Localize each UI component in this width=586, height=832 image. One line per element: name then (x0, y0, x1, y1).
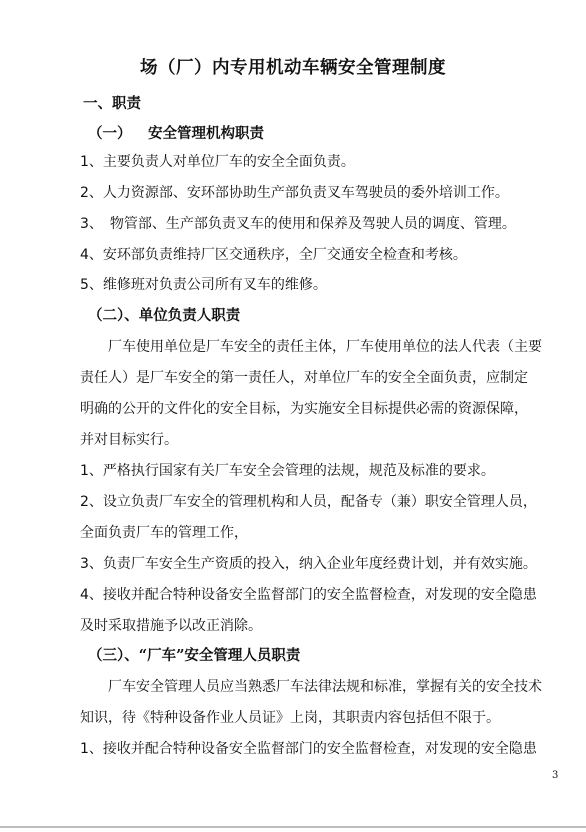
page-bottom-edge (0, 826, 586, 828)
document-title: 场（厂）内专用机动车辆安全管理制度 (140, 58, 446, 78)
subsection-title-unit-head: （二）、单位负责人职责 (88, 307, 241, 324)
duty-item: 1、接收并配合特种设备安全监督部门的安全监督检查，对发现的安全隐患 (80, 741, 537, 757)
duty-item: 5、维修班对负责公司所有叉车的维修。 (80, 277, 327, 293)
duty-item: 4、安环部负责维持厂区交通秩序，全厂交通安全检查和考核。 (80, 247, 467, 263)
subsection-title-safety-org: 安全管理机构职责 (148, 125, 264, 142)
duty-item: 3、负责厂车安全生产资质的投入，纳入企业年度经费计划，并有效实施。 (80, 556, 537, 572)
subsection-title-safety-manager: （三）、“厂车”安全管理人员职责 (88, 647, 301, 664)
paragraph-line: 厂车使用单位是厂车安全的责任主体，厂车使用单位的法人代表（主要 (108, 339, 542, 355)
duty-item: 1、主要负责人对单位厂车的安全全面负责。 (80, 154, 355, 170)
duty-item: 4、接收并配合特种设备安全监督部门的安全监督检查，对发现的安全隐患 (80, 587, 537, 603)
duty-item: 2、设立负责厂车安全的管理机构和人员，配备专（兼）职安全管理人员， (80, 494, 537, 510)
subsection-number-1: （一） (88, 125, 132, 142)
section-heading-duties: 一、职责 (83, 95, 141, 112)
duty-item: 3、 物管部、生产部负责叉车的使用和保养及驾驶人员的调度、管理。 (80, 216, 516, 232)
paragraph-line: 厂车安全管理人员应当熟悉厂车法律法规和标准，掌握有关的安全技术 (108, 679, 542, 695)
page-number: 3 (552, 770, 559, 781)
paragraph-line: 并对目标实行。 (80, 432, 178, 448)
duty-item-continued: 全面负责厂车的管理工作， (80, 525, 248, 541)
paragraph-line: 知识，待《特种设备作业人员证》上岗，其职责内容包括但不限于。 (80, 710, 500, 726)
duty-item: 2、人力资源部、安环部协助生产部负责叉车驾驶员的委外培训工作。 (80, 185, 509, 201)
paragraph-line: 明确的公开的文件化的安全目标，为实施安全目标提供必需的资源保障， (80, 401, 528, 417)
duty-item: 1、严格执行国家有关厂车安全会管理的法规，规范及标准的要求。 (80, 463, 495, 479)
paragraph-line: 责任人）是厂车安全的第一责任人，对单位厂车的安全全面负责，应制定 (80, 370, 528, 386)
duty-item-continued: 及时采取措施予以改正消除。 (80, 618, 262, 634)
